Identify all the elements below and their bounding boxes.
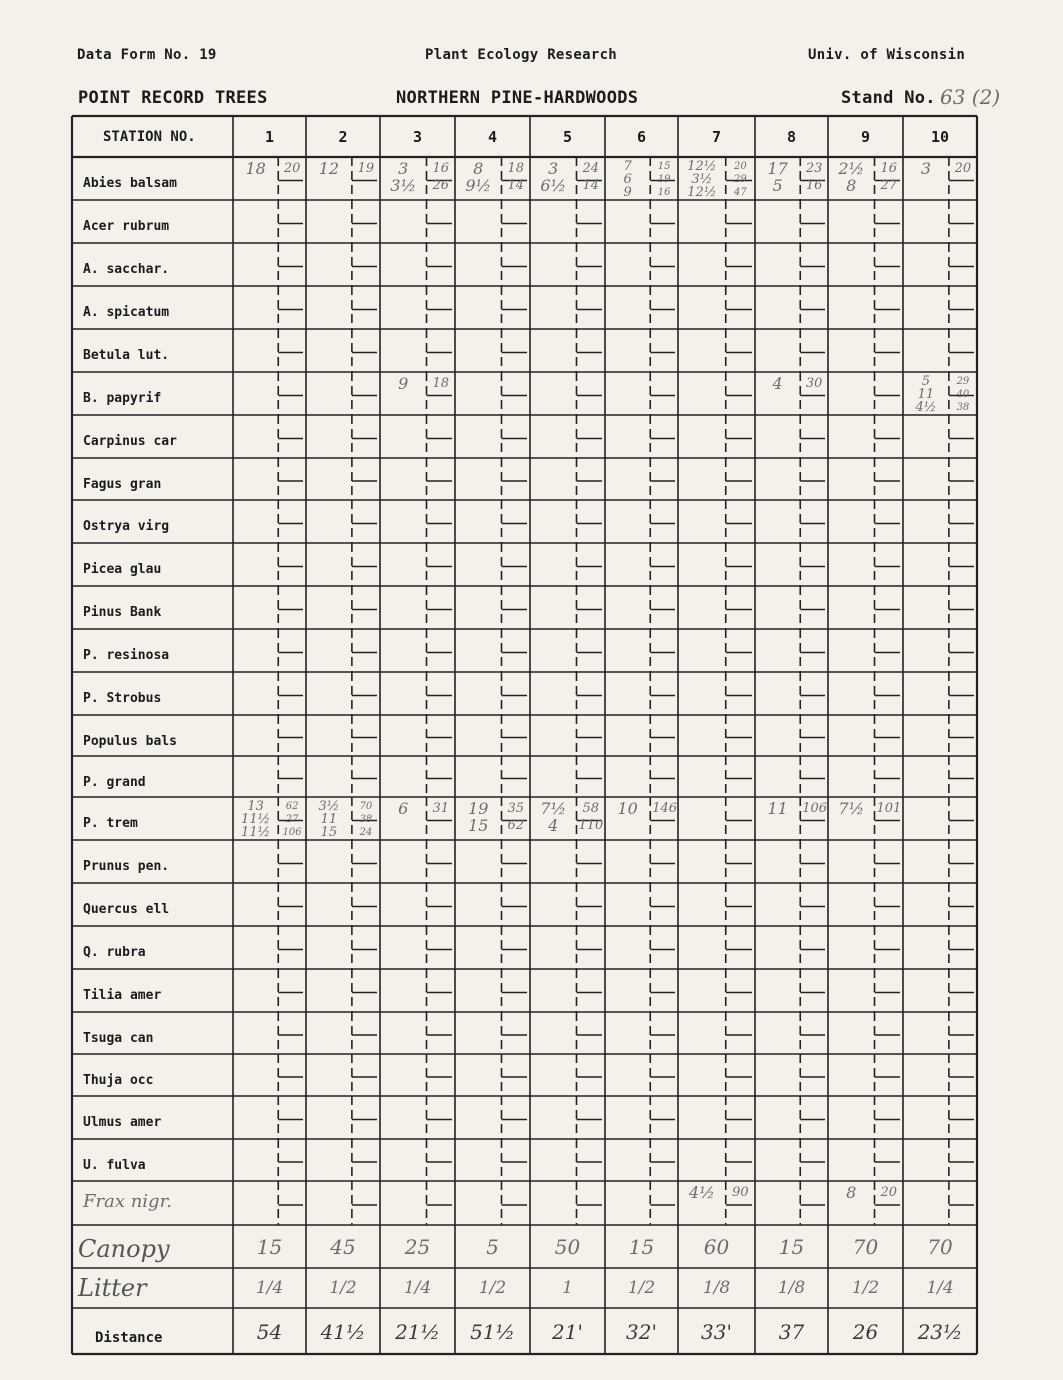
tree-measurement: 23 16 — [805, 161, 823, 193]
canopy-value: 45 — [330, 1235, 356, 1259]
tree-measurement: 18 — [432, 376, 450, 391]
tree-measurement: 15 19 16 — [657, 161, 671, 198]
tree-measurement: 3 — [920, 159, 932, 178]
tree-measurement: 20 — [283, 161, 301, 176]
species-label-handwritten: Frax nigr. — [83, 1191, 172, 1212]
species-label: B. papyrif — [83, 391, 162, 406]
distance-value: 51½ — [470, 1320, 515, 1344]
station-number: 4 — [487, 128, 498, 146]
tree-measurement: 8 — [846, 1183, 857, 1202]
species-label: P. Strobus — [83, 691, 162, 706]
tree-measurement: 11 — [767, 799, 788, 818]
distance-value: 54 — [256, 1320, 283, 1344]
species-label: Ostrya virg — [83, 519, 170, 534]
tree-measurement: 3½ 11 15 — [318, 799, 340, 840]
stand-label: Stand No. — [841, 88, 936, 108]
canopy-value: 50 — [554, 1235, 581, 1259]
tree-measurement: 18 14 — [507, 161, 525, 193]
university-label: Univ. of Wisconsin — [808, 47, 966, 63]
tree-measurement: 31 — [432, 801, 450, 816]
tree-measurement: 20 29 47 — [733, 161, 747, 198]
tree-measurement: 12 — [318, 159, 340, 178]
tree-measurement: 4½ — [689, 1183, 715, 1202]
tree-measurement: 24 14 — [582, 161, 600, 193]
station-number: 1 — [264, 128, 275, 146]
species-label: Tsuga can — [83, 1031, 154, 1046]
tree-measurement: 13 11½ 11½ — [241, 799, 271, 840]
litter-value: 1/2 — [851, 1278, 880, 1298]
tree-measurement: 90 — [732, 1185, 749, 1200]
station-number: 2 — [338, 128, 348, 146]
canopy-value: 5 — [486, 1235, 499, 1259]
species-label: Q. rubra — [83, 945, 146, 960]
station-number: 10 — [930, 128, 950, 146]
litter-value: 1/2 — [478, 1278, 507, 1298]
distance-value: 21½ — [395, 1320, 440, 1344]
distance-value: 26 — [852, 1320, 879, 1344]
species-label: Abies balsam — [83, 176, 177, 191]
litter-value: 1/8 — [777, 1278, 806, 1298]
station-number: 3 — [412, 128, 423, 146]
species-label: Thuja occ — [83, 1073, 154, 1088]
species-label: Prunus pen. — [83, 859, 170, 874]
tree-measurement: 17 5 — [767, 159, 788, 195]
tree-measurement: 106 — [802, 801, 828, 816]
distance-value: 21' — [552, 1320, 583, 1344]
station-number: 9 — [860, 128, 871, 146]
distance-label: Distance — [95, 1330, 163, 1346]
tree-measurement: 58 110 — [578, 801, 604, 833]
canopy-value: 15 — [628, 1235, 655, 1259]
canopy-value: 60 — [703, 1235, 730, 1259]
species-label: Fagus gran — [83, 477, 162, 492]
research-label: Plant Ecology Research — [425, 47, 618, 63]
tree-measurement: 146 — [652, 801, 678, 816]
stand-value: 63 (2) — [940, 85, 1001, 109]
litter-value: 1/4 — [926, 1278, 954, 1298]
station-number: 7 — [711, 128, 722, 146]
litter-value: 1 — [562, 1278, 573, 1298]
station-number: 8 — [786, 128, 797, 146]
litter-value: 1/4 — [403, 1278, 432, 1298]
tree-measurement: 62 27 106 — [282, 801, 302, 838]
distance-value: 37 — [778, 1320, 805, 1344]
tree-measurement: 7½ — [838, 799, 865, 818]
species-label: P. resinosa — [83, 648, 170, 663]
tree-measurement: 30 — [805, 376, 823, 391]
station-header: STATION NO. — [103, 129, 196, 145]
tree-measurement: 10 — [617, 799, 638, 818]
canopy-value: 25 — [404, 1235, 431, 1259]
distance-value: 23½ — [917, 1320, 963, 1344]
tree-measurement: 2½ 8 — [838, 159, 865, 195]
tree-measurement: 101 — [876, 801, 902, 816]
tree-measurement: 9 — [398, 374, 409, 393]
distance-value: 33' — [701, 1320, 732, 1344]
litter-value: 1/4 — [255, 1278, 284, 1298]
species-label: Quercus ell — [83, 902, 170, 917]
tree-measurement: 4 — [772, 374, 783, 393]
species-label: Tilia amer — [83, 988, 162, 1003]
species-label: P. grand — [83, 775, 146, 790]
form-title: POINT RECORD TREES — [78, 88, 268, 108]
litter-value: 1/2 — [329, 1278, 357, 1298]
canopy-value: 70 — [927, 1235, 953, 1259]
tree-measurement: 19 15 — [468, 799, 489, 835]
tree-measurement: 35 62 — [507, 801, 525, 833]
canopy-label: Canopy — [78, 1235, 170, 1263]
tree-measurement: 16 27 — [880, 161, 898, 193]
tree-measurement: 70 38 24 — [359, 801, 373, 838]
species-label: Carpinus car — [83, 434, 177, 449]
species-label: Acer rubrum — [83, 219, 170, 234]
tree-measurement: 12½ 3½ 12½ — [687, 159, 717, 200]
tree-measurement: 18 — [245, 159, 266, 178]
tree-measurement: 20 — [880, 1185, 898, 1200]
canopy-value: 15 — [256, 1235, 283, 1259]
species-label: A. spicatum — [83, 305, 170, 320]
tree-measurement: 20 — [954, 161, 972, 176]
distance-value: 32' — [626, 1320, 657, 1344]
distance-value: 41½ — [320, 1320, 366, 1344]
tree-measurement: 16 26 — [432, 161, 450, 193]
form-number: Data Form No. 19 — [77, 47, 217, 63]
station-number: 5 — [562, 128, 573, 146]
species-label: A. sacchar. — [83, 262, 170, 277]
species-label: P. trem — [83, 816, 138, 831]
tree-measurement: 29 40 38 — [956, 376, 970, 413]
species-label: U. fulva — [83, 1158, 146, 1173]
litter-value: 1/8 — [702, 1278, 731, 1298]
tree-measurement: 8 9½ — [465, 159, 492, 195]
station-number: 6 — [636, 128, 647, 146]
litter-value: 1/2 — [627, 1278, 656, 1298]
species-label: Picea glau — [83, 562, 162, 577]
species-label: Populus bals — [83, 734, 177, 749]
canopy-value: 15 — [778, 1235, 805, 1259]
tree-measurement: 7½ 4 — [540, 799, 567, 835]
tree-measurement: 19 — [357, 161, 375, 176]
species-label: Ulmus amer — [83, 1115, 162, 1130]
litter-label: Litter — [78, 1274, 147, 1302]
tree-measurement: 3 3½ — [390, 159, 417, 195]
tree-measurement: 7 6 9 — [623, 159, 632, 200]
tree-measurement: 5 11 4½ — [915, 374, 937, 415]
species-label: Betula lut. — [83, 348, 170, 363]
community-title: NORTHERN PINE-HARDWOODS — [396, 88, 639, 108]
species-label: Pinus Bank — [83, 605, 162, 620]
canopy-value: 70 — [852, 1235, 879, 1259]
tree-measurement: 3 6½ — [540, 159, 567, 195]
tree-measurement: 6 — [398, 799, 409, 818]
